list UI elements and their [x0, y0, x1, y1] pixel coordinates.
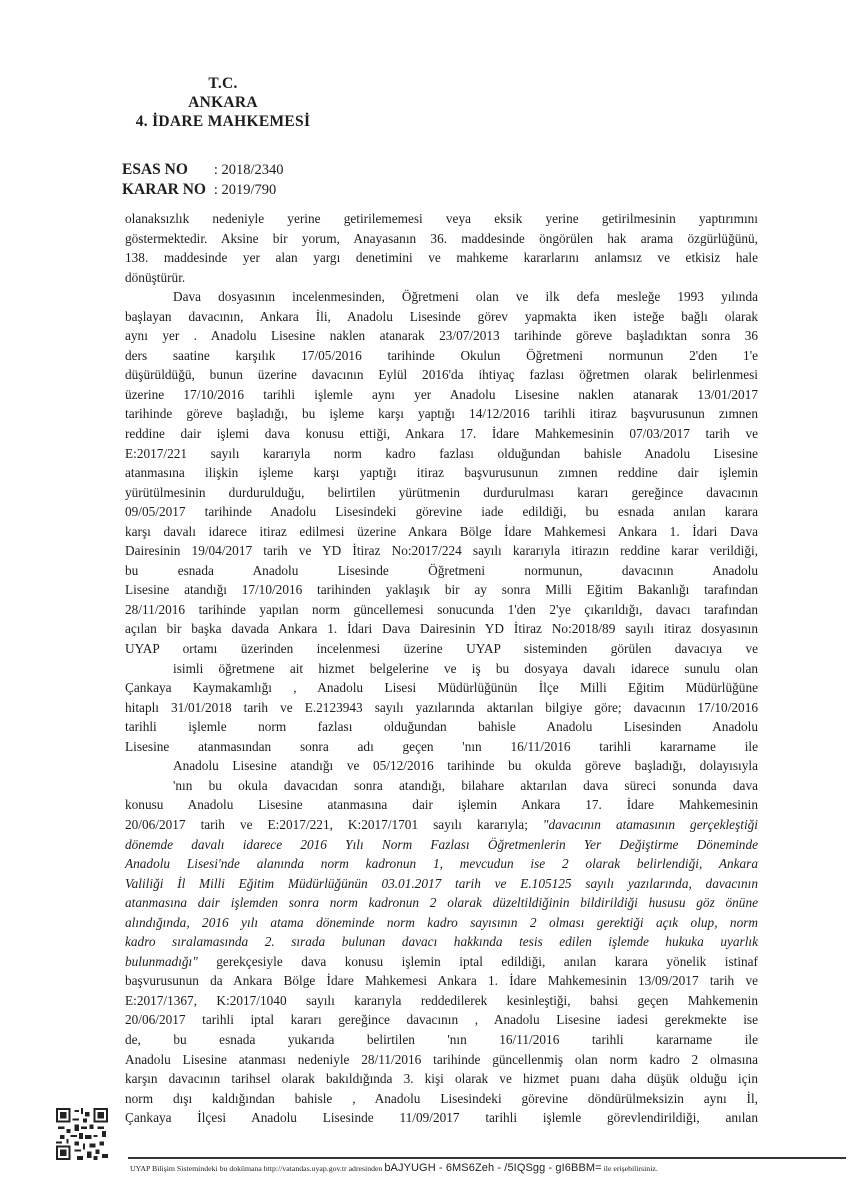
- body-line: atanmasına ilişkin işleme karşı yaptığı itiraz başvurusunun zımnen reddine dair işlemin: [125, 465, 758, 481]
- body-line: norm dışı kaldığından bahisle , Anadolu Lisesindeki görevine döndürülmeksizin aynı İl,: [125, 1090, 758, 1106]
- qr-code-icon: [56, 1108, 108, 1160]
- header-tc: T.C.: [208, 75, 238, 92]
- body-line: Çankaya Kaymakamlığı , Anadolu Lisesi Müdürlüğünün İlçe Milli Eğitim Müdürlüğüne: [125, 680, 758, 696]
- verification-code: bAJYUGH - 6MS6Zeh - /5IQSgg - gI6BBM=: [384, 1162, 602, 1174]
- body-line: bulunmadığı" gerekçesiyle dava konusu işlemin iptal edildiği, anılan karara yönelik istinaf: [125, 953, 758, 969]
- case-numbers: [122, 160, 284, 200]
- karar-value: : 2019/790: [213, 182, 277, 198]
- body-line: başlayan davacının, Ankara İli, Anadolu Lisesinde görev yapmakta iken isteğe bağlı olarak: [125, 308, 758, 324]
- body-line: aynı yer . Anadolu Lisesine naklen atanarak 23/07/2013 tarihinde göreve başladıktan sonra 36: [125, 328, 758, 344]
- body-line: 28/11/2016 tarihinde yapılan norm güncellemesi sonucunda 1'den 2'ye çıkarıldığı, davacı tarafından: [125, 601, 758, 617]
- body-line: 09/05/2017 tarihinde Anadolu Lisesindeki görevine iade edildiği, bu esnada anılan karara: [125, 504, 758, 520]
- body-line: 20/06/2017 tarihli iptal kararı gereğince davacının , Anadolu Lisesine iadesi gerekmekte ise: [125, 1012, 758, 1028]
- body-line: 'nın bu okula davacıdan sonra atandığı, bilahare aktarılan dava süreci sonunda dava: [173, 777, 758, 793]
- court-header: [118, 74, 328, 131]
- body-line: yürütülmesinin durdurulduğu, belirtilen yürütmenin durdurulması kararı gereğince davacının: [125, 484, 758, 500]
- body-line: Lisesine atandığı 17/10/2016 tarihinden yaklaşık bir ay sonra Milli Eğitim Bakanlığı tarafından: [125, 582, 758, 598]
- body-line: Valiliği İl Milli Eğitim Müdürlüğünün 03.01.2017 tarih ve E.105125 sayılı yazılarında, davacının: [125, 875, 758, 891]
- body-line: tarihli işlemle norm fazlası olduğundan bahisle Anadolu Lisesinden Anadolu: [125, 719, 758, 735]
- footer-suffix: ile erişebilirsiniz.: [603, 1164, 658, 1173]
- footer: [130, 1162, 658, 1174]
- body-line: Dava dosyasının incelenmesinden, Öğretmeni olan ve ilk defa mesleğe 1993 yılında: [173, 289, 758, 305]
- body-line: de, bu esnada yukarıda belirtilen 'nın 16/11/2016 tarihli kararname ile: [125, 1031, 758, 1047]
- body-line: Anadolu Lisesine atandığı ve 05/12/2016 tarihinde bu okulda göreve başladığı, dolayısıyla: [173, 758, 758, 774]
- header-city: ANKARA: [188, 94, 258, 111]
- body-line: konusu Anadolu Lisesine atanmasına dair işlemin Ankara 17. İdare Mahkemesinin: [125, 797, 758, 813]
- body-line: başvurusunun da Ankara Bölge İdare Mahkemesi Ankara 1. İdare Mahkemesinin 13/09/2017 tarih ve: [125, 973, 758, 989]
- body-line: 138. maddesinde yer alan yargı denetimini ve mahkeme kararlarını anlamsız ve etkisiz hale: [125, 250, 758, 266]
- esas-value: : 2018/2340: [213, 162, 284, 178]
- karar-label: KARAR NO: [122, 181, 206, 198]
- body-line: ders saatine karşılık 17/05/2016 tarihinde Okulun Öğretmeni normunun 2'den 1'e: [125, 347, 758, 363]
- body-line: karşın davacının tarihsel olarak bakıldığında 3. kişi olarak ve hizmet puanı daha düşük olduğu için: [125, 1071, 758, 1087]
- esas-row: [122, 160, 284, 180]
- footer-divider: [128, 1157, 846, 1159]
- body-line: dönüştürür.: [125, 269, 186, 285]
- document-body: [125, 209, 758, 1128]
- body-line: Anadolu Lisesine atanması nedeniyle 28/11/2016 tarihinde güncellenmiş olan norm kadro 2 olmasına: [125, 1051, 758, 1067]
- body-line: Lisesine atanmasından sonra adı geçen 'nın 16/11/2016 tarihli kararname ile: [125, 738, 758, 754]
- body-line: dönemde davalı idarece 2016 Yılı Norm Fazlası Öğretmenlerin Yer Değiştirme Döneminde: [125, 836, 758, 852]
- body-line: alındığında, 2016 yılı atama döneminde norm kadro sayısının 2 olması gerektiği açık olup, norm: [125, 914, 758, 930]
- karar-row: [122, 180, 284, 200]
- body-line: kadro sıralamasında 2. sırada bulunan davacı hakkında tesis edilen işlemde hukuka uyarlık: [125, 934, 758, 950]
- body-line: üzerine 17/10/2016 tarihli işlemle aynı yer Anadolu Lisesine naklen atanarak 13/01/2017: [125, 386, 758, 402]
- body-line: tarihinde göreve başladığı, bu işleme karşı yaptığı 14/12/2016 tarihli itiraz başvurusunun zımnen: [125, 406, 758, 422]
- body-line: Dairesinin 19/04/2017 tarih ve YD İtiraz No:2017/224 sayılı kararıyla itirazın reddine karar verildiği,: [125, 543, 758, 559]
- body-line: E:2017/221 sayılı kararıyla norm kadro fazlası olduğundan bahisle Anadolu Lisesine: [125, 445, 758, 461]
- body-line: E:2017/1367, K:2017/1040 sayılı kararıyla reddedilerek kesinleştiği, bahsi geçen Mahkemenin: [125, 992, 758, 1008]
- body-line: bu esnada Anadolu Lisesinde Öğretmeni normunun, davacının Anadolu: [125, 562, 758, 578]
- body-line: Anadolu Lisesi'nde alanında norm kadronun 1, mevcudun ise 2 olarak belirlendiği, Ankara: [125, 856, 758, 872]
- esas-label: ESAS NO: [122, 161, 188, 178]
- body-line: düşürüldüğü, bunun üzerine davacının Eylül 2016'da ihtiyaç fazlası öğretmen olarak belirlenmesi: [125, 367, 758, 383]
- body-line: atanmasına dair işlemden sonra norm kadronun 2 olarak düzeltildiğinin bildirildiği hususu göz önüne: [125, 895, 758, 911]
- body-line: karşı davalı idarece itiraz edilmesi üzerine Ankara Bölge İdare Mahkemesi Ankara 1. İdari Dava: [125, 523, 758, 539]
- body-line: olanaksızlık nedeniyle yerine getirilememesi veya eksik yerine getirilmesinin yaptırımını: [125, 211, 758, 226]
- body-line: açılan bir başka davada Ankara 1. İdari Dava Dairesinin YD İtiraz No:2018/89 sayılı itiraz dosyasının: [125, 621, 758, 637]
- body-line: isimli öğretmene ait hizmet belgelerine ve iş bu dosyaya davalı idarece sunulu olan: [173, 660, 758, 676]
- header-court: 4. İDARE MAHKEMESİ: [135, 113, 311, 130]
- body-line: 20/06/2017 tarih ve E:2017/221, K:2017/1701 sayılı kararıyla; "davacının atamasının gerçekleştiği: [125, 816, 758, 832]
- body-line: reddine dair işlemi dava konusu ettiği, Ankara 17. İdare Mahkemesinin 07/03/2017 tarih ve: [125, 426, 758, 442]
- body-line: Çankaya İlçesi Anadolu Lisesinde 11/09/2017 tarihli işlemle görevlendirildiği, anılan: [125, 1110, 758, 1126]
- footer-prefix: UYAP Bilişim Sistemindeki bu dokümana http://vatandas.uyap.gov.tr adresinden: [130, 1164, 383, 1173]
- body-line: UYAP ortamı üzerinden incelenmesi üzerine UYAP sisteminden görülen davacıya ve: [125, 641, 758, 657]
- body-line: göstermektedir. Aksine bir yorum, Anayasanın 36. maddesinde öngörülen hak arama özgürlüğünü,: [125, 230, 758, 246]
- body-line: hitaplı 31/01/2018 tarih ve E.2123943 sayılı yazılarında aktarılan bilgiye göre; davacının 17/10/2016: [125, 699, 758, 715]
